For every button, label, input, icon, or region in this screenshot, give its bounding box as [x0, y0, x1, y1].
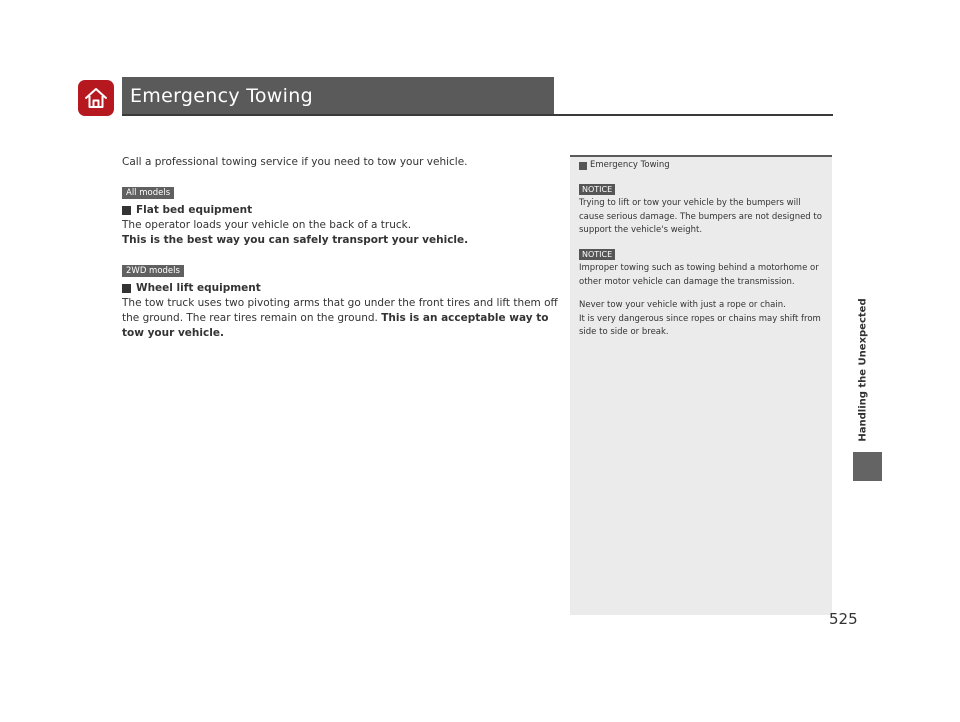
- title-divider: [122, 114, 833, 116]
- chapter-tab-marker[interactable]: [853, 452, 882, 481]
- section-wheel-lift: [122, 248, 558, 341]
- section-heading: [122, 281, 558, 296]
- main-content: [122, 155, 558, 341]
- notice-badge: NOTICE: [579, 184, 615, 195]
- chapter-tab-label[interactable]: [856, 290, 870, 450]
- notice-text: Trying to lift or tow your vehicle by the bumpers will cause serious damage. The bumpers are not designed to support the vehicle's weight.: [579, 198, 822, 235]
- notice-text: Improper towing such as towing behind a motorhome or other motor vehicle can damage the transmission.: [579, 263, 819, 287]
- section-body: The tow truck uses two pivoting arms that go under the front tires and lift them off the ground. The rear tires remain on the ground.: [122, 297, 558, 324]
- spacer: [579, 289, 823, 299]
- square-bullet-icon: [122, 284, 131, 293]
- section-body-combined: [122, 296, 558, 341]
- sidebar-title: [579, 159, 823, 173]
- home-icon: [83, 85, 109, 111]
- square-bullet-icon: [122, 206, 131, 215]
- model-badge: All models: [122, 187, 174, 199]
- sidebar-title-label: Emergency Towing: [590, 160, 670, 170]
- section-bold-note: This is an acceptable way to tow your vehicle.: [122, 312, 549, 339]
- page-number: 525: [829, 610, 858, 628]
- home-button[interactable]: [78, 80, 114, 116]
- section-bold-note: This is the best way you can safely transport your vehicle.: [122, 234, 469, 246]
- notice-badge: NOTICE: [579, 249, 615, 260]
- model-badge: 2WD models: [122, 265, 184, 277]
- section-heading-label: Wheel lift equipment: [136, 282, 261, 294]
- sidebar-notes: [570, 155, 832, 615]
- section-heading: [122, 203, 558, 218]
- section-body: The operator loads your vehicle on the back of a truck.: [122, 219, 412, 231]
- reference-icon: [579, 162, 587, 170]
- intro-text: Call a professional towing service if you need to tow your vehicle.: [122, 156, 468, 168]
- warning-text: Never tow your vehicle with just a rope or chain.: [579, 300, 786, 310]
- section-flat-bed: [122, 170, 558, 248]
- section-heading-label: Flat bed equipment: [136, 204, 253, 216]
- page-title: Emergency Towing: [130, 85, 313, 107]
- title-bar: [122, 77, 554, 114]
- warning-text: It is very dangerous since ropes or chains may shift from side to side or break.: [579, 313, 821, 337]
- chapter-tab-text: Handling the Unexpected: [857, 298, 869, 442]
